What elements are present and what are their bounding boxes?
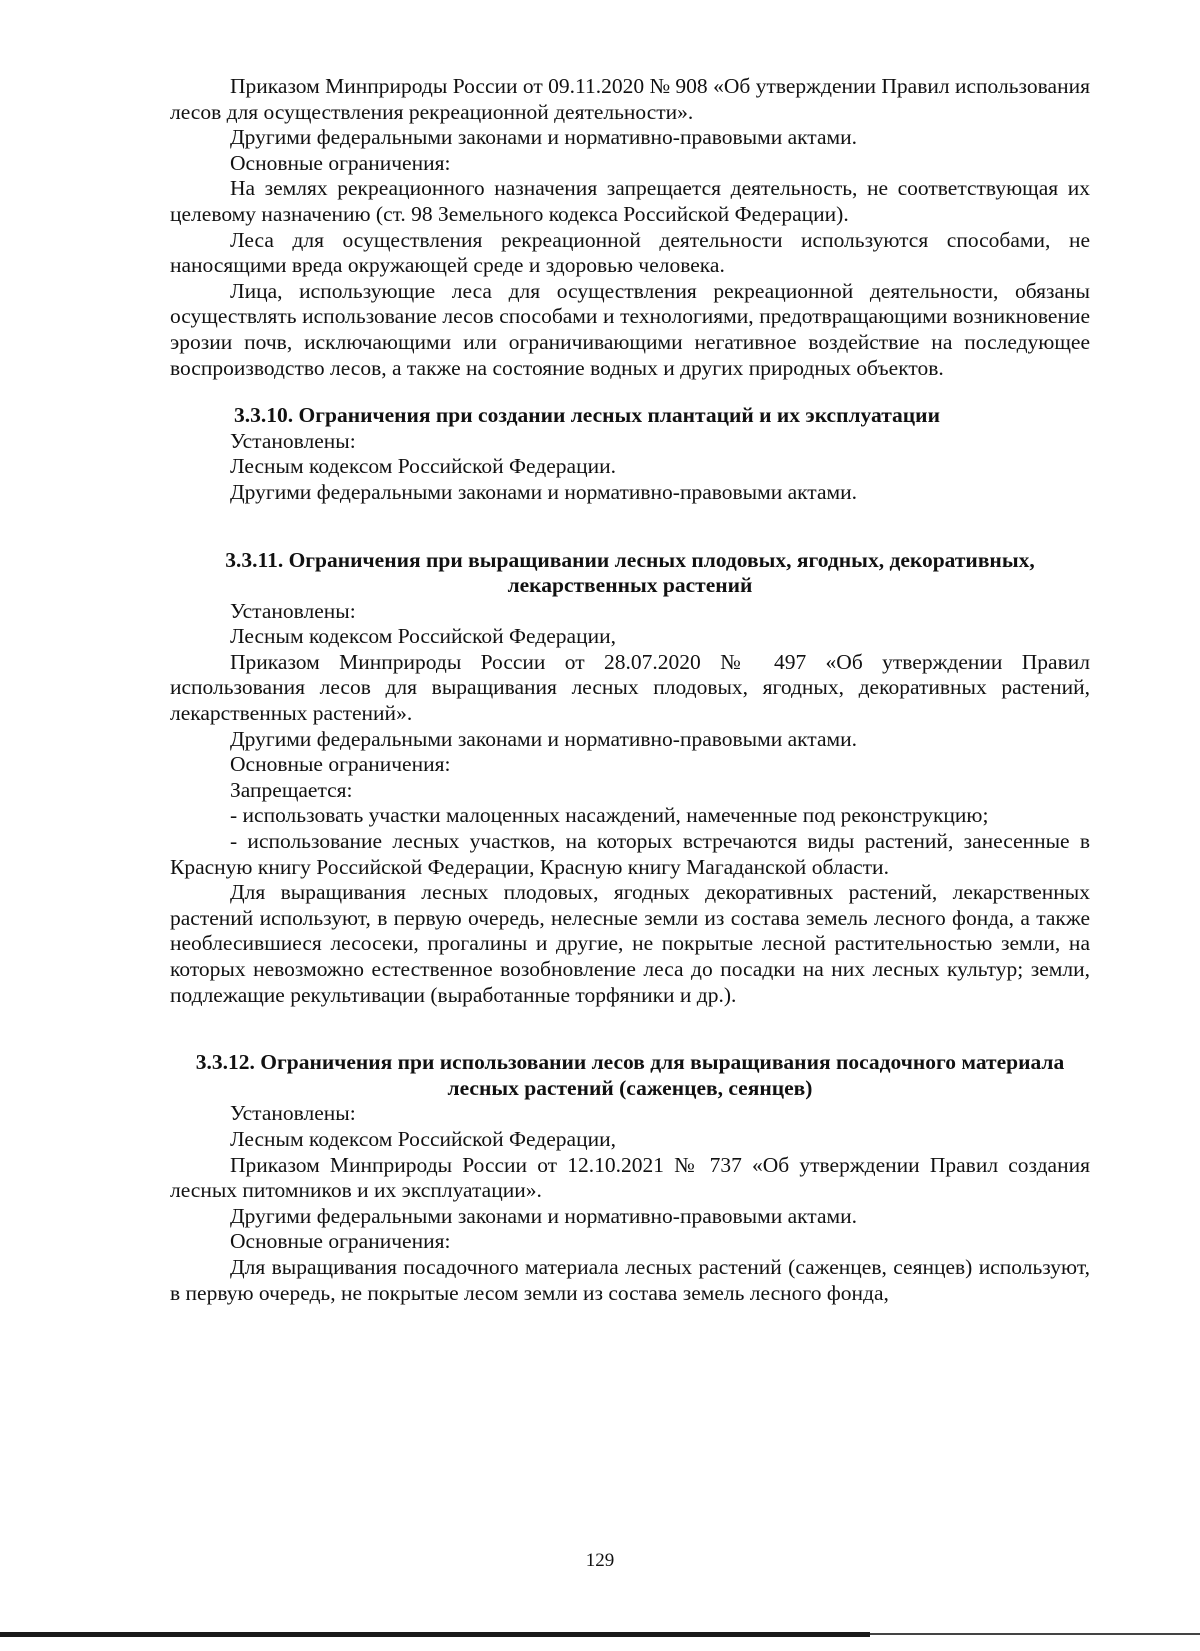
section-3-3-12-established: Установлены: <box>230 1101 356 1126</box>
section-3-3-10-forest-code: Лесным кодексом Российской Федерации. <box>230 454 616 479</box>
section-3-3-11-main-restrictions: Основные ограничения: <box>230 752 451 777</box>
section-3-3-11-paragraph: Для выращивания лесных плодовых, ягодных декоративных растений, лекарственных растений используют, в первую очередь, нелесные земли из состава земель лесного фонда, а также необлесившиеся лесосеки, прогалины и другие, не покрытые лесной растительностью земли, на которых невозможно естественное возобновление леса до посадки на них лесных культур; земли, подлежащие рекультивации (выработанные торфяники и др.). <box>170 880 1090 1007</box>
section-3-3-11-prohibited: Запрещается: <box>230 777 353 802</box>
section-3-3-11-title: 3.3.11. Ограничения при выращивании лесных плодовых, ягодных, декоративных, лекарственных растений <box>225 547 1035 598</box>
recreational-land-paragraph: На землях рекреационного назначения запрещается деятельность, не соответствующая их целевому назначению (ст. 98 Земельного кодекса Российской Федерации). <box>170 176 1090 226</box>
section-spacer <box>170 506 1090 548</box>
recreational-methods-paragraph: Леса для осуществления рекреационной деятельности используются способами, не наносящими вреда окружающей среде и здоровью человека. <box>170 227 1090 278</box>
section-3-3-11-established: Установлены: <box>230 598 356 623</box>
scan-bottom-edge-thin <box>870 1633 1200 1635</box>
section-3-3-11-forest-code: Лесным кодексом Российской Федерации, <box>230 624 616 649</box>
page-number: 129 <box>585 1550 615 1571</box>
section-3-3-12-paragraph: Для выращивания посадочного материала лесных растений (саженцев, сеянцев) используют, в первую очередь, не покрытые лесом земли из состава земель лесного фонда, <box>170 1254 1090 1305</box>
section-3-3-12-forest-code: Лесным кодексом Российской Федерации, <box>230 1126 616 1151</box>
section-3-3-11-item-2: - использование лесных участков, на которых встречаются виды растений, занесенные в Красную книгу Российской Федерации, Красную книгу Магаданской области. <box>170 829 1090 879</box>
section-3-3-10-established: Установлены: <box>230 428 356 453</box>
recreational-persons-paragraph: Лица, использующие леса для осуществления рекреационной деятельности, обязаны осуществлять использование лесов способами и технологиями, предотвращающими возникновение эрозии почв, исключающими или ограничивающими негативное воздействие на последующее воспроизводство лесов, а также на состояние водных и других природных объектов. <box>170 278 1090 380</box>
scan-bottom-edge <box>0 1632 870 1637</box>
section-3-3-12-other-acts: Другими федеральными законами и нормативно-правовыми актами. <box>230 1203 857 1228</box>
section-3-3-11-item-1: - использовать участки малоценных насаждений, намеченные под реконструкцию; <box>230 803 989 828</box>
section-spacer <box>170 1008 1090 1050</box>
section-3-3-11-other-acts: Другими федеральными законами и нормативно-правовыми актами. <box>230 726 857 751</box>
section-3-3-12-order-737: Приказом Минприроды России от 12.10.2021 № 737 «Об утверждении Правил создания лесных питомников и их эксплуатации». <box>170 1152 1090 1203</box>
section-spacer <box>170 381 1090 403</box>
section-3-3-12-main-restrictions: Основные ограничения: <box>230 1229 451 1254</box>
page-content <box>170 74 1090 1306</box>
main-restrictions-label: Основные ограничения: <box>230 150 451 175</box>
section-3-3-10-other-acts: Другими федеральными законами и нормативно-правовыми актами. <box>230 479 857 504</box>
section-3-3-12-title: 3.3.12. Ограничения при использовании лесов для выращивания посадочного материала лесных растений (саженцев, сеянцев) <box>195 1050 1065 1100</box>
section-3-3-10-title: 3.3.10. Ограничения при создании лесных плантаций и их эксплуатации <box>234 403 940 428</box>
section-3-3-11-order-497: Приказом Минприроды России от 28.07.2020 № 497 «Об утверждении Правил использования лесов для выращивания лесных плодовых, ягодных, декоративных растений, лекарственных растений». <box>170 649 1090 726</box>
other-acts-line: Другими федеральными законами и нормативно-правовыми актами. <box>230 125 857 150</box>
order-908-paragraph: Приказом Минприроды России от 09.11.2020 № 908 «Об утверждении Правил использования лесов для осуществления рекреационной деятельности». <box>170 74 1090 124</box>
